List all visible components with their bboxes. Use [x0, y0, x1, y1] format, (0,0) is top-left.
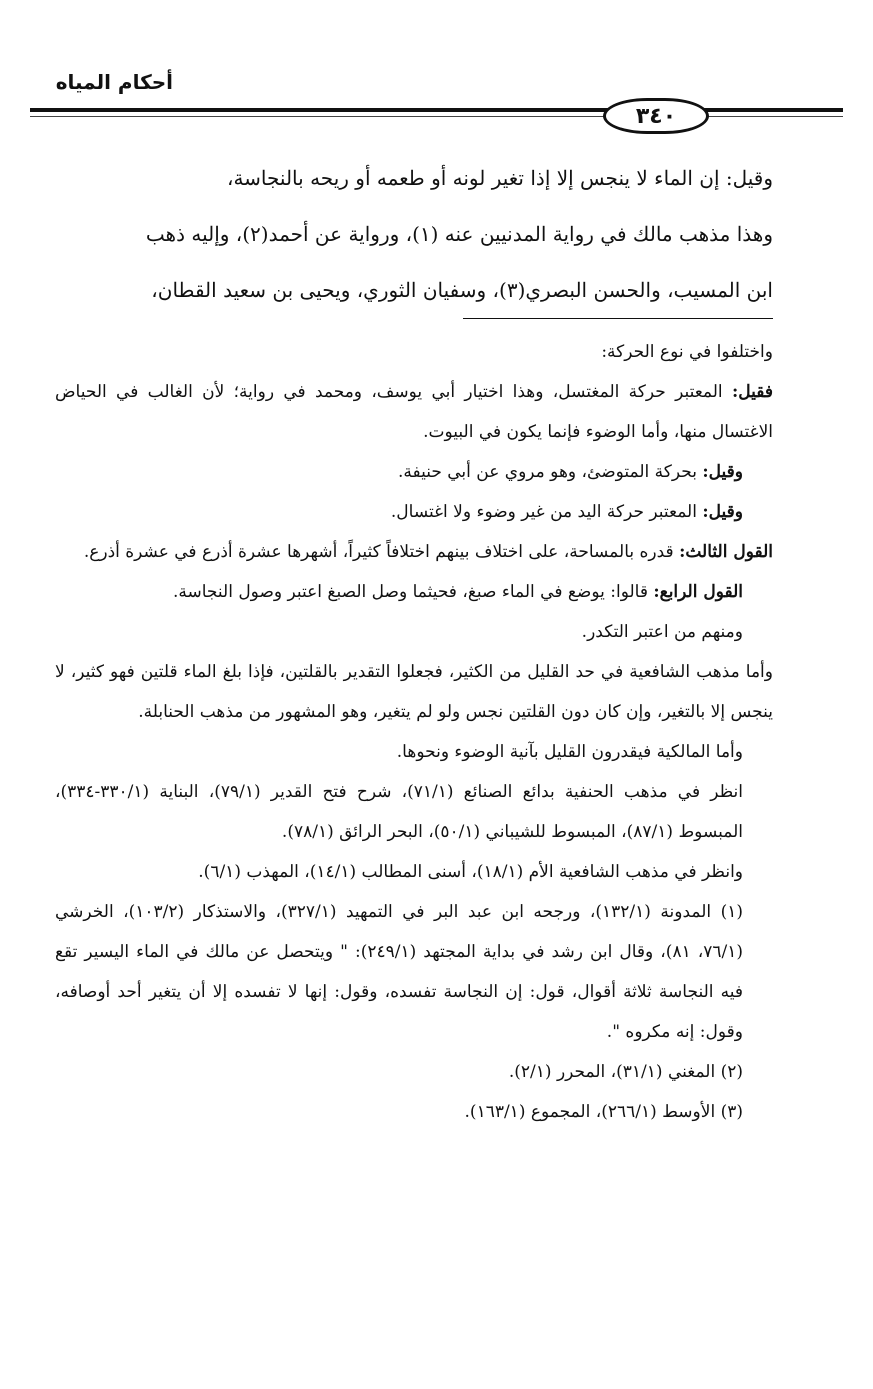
- note-term: وقيل:: [702, 462, 743, 482]
- note-text: قدره بالمساحة، على اختلاف بينهم اختلافاً كثيراً، أشهرها عشرة أذرع في عشرة أذرع.: [83, 542, 680, 562]
- note-paragraph-11: وانظر في مذهب الشافعية الأم (١٨/١)، أسنى المطالب (١٤/١)، المهذب (٦/١).: [198, 862, 743, 882]
- header-rule-thin: [30, 116, 843, 117]
- note-paragraph-2: [55, 372, 773, 452]
- header-rule: [30, 108, 843, 112]
- running-header-title: أحكام المياه: [55, 70, 173, 94]
- footnote-area: [55, 332, 773, 1132]
- page-number: ٣٤٠: [603, 98, 709, 134]
- main-text: [55, 150, 773, 318]
- main-line-2: وهذا مذهب مالك في رواية المدنيين عنه (١)، ورواية عن أحمد(٢)، وإليه ذهب: [145, 222, 773, 246]
- note-paragraph-8: وأما مذهب الشافعية في حد القليل من الكثير، فجعلوا التقدير بالقلتين، فإذا بلغ الماء قلتين فهو كثير، لا ينجس إلا بالتغير، وإن كان دون القلتين نجس ولو لم يتغير، وهو المشهور من مذهب الحنابلة.: [55, 662, 773, 722]
- note-term: القول الثالث:: [679, 542, 773, 562]
- note-term: القول الرابع:: [653, 582, 743, 602]
- note-text: المعتبر حركة اليد من غير وضوء ولا اغتسال.: [390, 502, 703, 522]
- note-paragraph-7: ومنهم من اعتبر التكدر.: [581, 622, 743, 642]
- note-paragraph-6: [55, 572, 773, 612]
- note-paragraph-10: انظر في مذهب الحنفية بدائع الصنائع (٧١/١)، شرح فتح القدير (٧٩/١)، البناية (٣٣٠/١-٣٣٤)، المبسوط (٨٧/١)، المبسوط للشيباني (٥٠/١)، البحر الرائق (٧٨/١).: [55, 782, 744, 842]
- footnote-separator: [463, 318, 773, 319]
- footnote-3: (٣) الأوسط (٢٦٦/١)، المجموع (١٦٣/١).: [464, 1102, 743, 1122]
- note-paragraph-1: واختلفوا في نوع الحركة:: [601, 342, 773, 362]
- footnote-2: (٢) المغني (٣١/١)، المحرر (٢/١).: [508, 1062, 743, 1082]
- note-text: المعتبر حركة المغتسل، وهذا اختيار أبي يوسف، ومحمد في رواية؛ لأن الغالب في الحياض الاغتسال منها، وأما الوضوء فإنما يكون في البيوت.: [55, 382, 773, 442]
- main-line-3: ابن المسيب، والحسن البصري(٣)، وسفيان الثوري، ويحيى بن سعيد القطان،: [151, 278, 773, 302]
- note-term: وقيل:: [702, 502, 743, 522]
- note-paragraph-4: [55, 492, 773, 532]
- note-text: قالوا: يوضع في الماء صبغ، فحيثما وصل الصبغ اعتبر وصول النجاسة.: [172, 582, 654, 602]
- note-paragraph-9: وأما المالكية فيقدرون القليل بآنية الوضوء ونحوها.: [396, 742, 743, 762]
- note-text: بحركة المتوضئ، وهو مروي عن أبي حنيفة.: [397, 462, 703, 482]
- footnote-1: (١) المدونة (١٣٢/١)، ورجحه ابن عبد البر في التمهيد (٣٢٧/١)، والاستذكار (١٠٣/٢)، الخرشي (٧٦/١، ٨١)، وقال ابن رشد في بداية المجتهد (٢٤٩/١): " ويتحصل عن مالك في الماء اليسير تقع فيه النجاسة ثلاثة أقوال، قول: إن النجاسة تفسده، وقول: إنها لا تفسده إلا أن يتغير أحد أوصافه، وقول: إنه مكروه ".: [55, 902, 743, 1042]
- main-line-1: وقيل: إن الماء لا ينجس إلا إذا تغير لونه أو طعمه أو ريحه بالنجاسة،: [226, 166, 773, 190]
- note-paragraph-3: [55, 452, 773, 492]
- note-term: فقيل:: [731, 382, 773, 402]
- note-paragraph-5: [55, 532, 773, 572]
